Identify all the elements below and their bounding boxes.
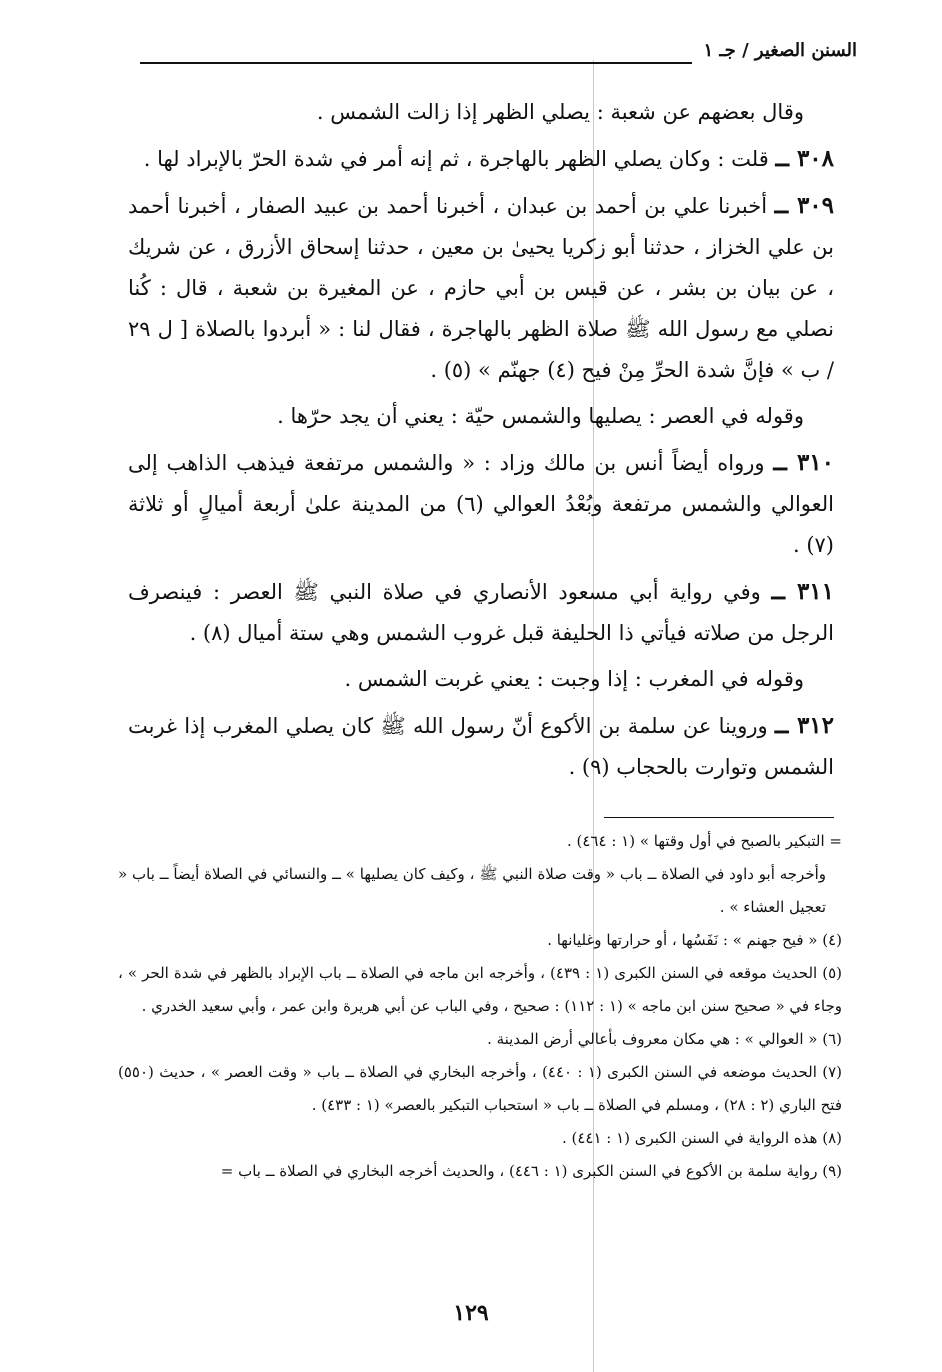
- header-rule: [140, 62, 692, 64]
- hadith-number: ٣١١ ــ: [771, 578, 834, 605]
- footnote: = التبكير بالصبح في أول وقتها » (١ : ٤٦٤) .: [566, 832, 842, 850]
- page-number: ١٢٩: [453, 1300, 489, 1326]
- paragraph-text: وقال بعضهم عن شعبة : يصلي الظهر إذا زالت الشمس .: [316, 100, 804, 124]
- hadith-number: ٣٠٩ ــ: [774, 192, 834, 219]
- footnote: (٨) هذه الرواية في السنن الكبرى (١ : ٤٤١) .: [561, 1129, 842, 1147]
- hadith-paragraph: [128, 442, 834, 566]
- hadith-paragraph: [128, 705, 834, 788]
- paragraph: [128, 92, 834, 133]
- footnote: وأخرجه أبو داود في الصلاة ــ باب « وقت صلاة النبي ﷺ ، وكيف كان يصليها » ــ والنسائي في الصلاة أيضاً ــ باب « تعجيل العشاء » .: [118, 865, 826, 916]
- footnote: (٧) الحديث موضعه في السنن الكبرى (١ : ٤٤٠) ، وأخرجه البخاري في الصلاة ــ باب « وقت العصر » ، حديث (٥٥٠) فتح الباري (٢ : ٢٨) ، ومسلم في الصلاة ــ باب « استحباب التبكير بالعصر» (١ : ٤٣٣) .: [118, 1063, 842, 1114]
- hadith-number: ٣٠٨ ــ: [775, 145, 834, 172]
- hadith-paragraph: [128, 185, 834, 391]
- paragraph-text: وقوله في المغرب : إذا وجبت : يعني غربت الشمس .: [344, 667, 804, 691]
- hadith-paragraph: [128, 138, 834, 180]
- running-header: [140, 38, 857, 72]
- paragraph-text: وروينا عن سلمة بن الأكوع أنّ رسول الله ﷺ كان يصلي المغرب إذا غربت الشمس وتوارت بالحجاب (٩) .: [128, 714, 834, 779]
- hadith-number: ٣١٠ ــ: [773, 449, 835, 476]
- footnote: (٩) رواية سلمة بن الأكوع في السنن الكبرى (١ : ٤٤٦) ، والحديث أخرجه البخاري في الصلاة ــ باب =: [220, 1162, 842, 1180]
- paragraph-text: وقوله في العصر : يصليها والشمس حيّة : يعني أن يجد حرّها .: [277, 404, 804, 428]
- paragraph-text: وفي رواية أبي مسعود الأنصاري في صلاة النبي ﷺ العصر : فينصرف الرجل من صلاته فيأتي ذا الحليفة قبل غروب الشمس وهي ستة أميال (٨) .: [128, 580, 834, 645]
- paragraph: [128, 659, 834, 700]
- footnote-separator: [604, 817, 834, 818]
- paragraph: [128, 396, 834, 437]
- paragraph-text: ورواه أيضاً أنس بن مالك وزاد : « والشمس مرتفعة فيذهب الذاهب إلى العوالي والشمس مرتفعة وبُعْدُ العوالي (٦) من المدينة علىٰ أربعة أميالٍ أو ثلاثة (٧) .: [128, 451, 835, 557]
- header-title: السنن الصغير / جـ ١: [703, 40, 857, 61]
- paragraph-text: قلت : وكان يصلي الظهر بالهاجرة ، ثم إنه أمر في شدة الحرّ بالإبراد لها .: [143, 147, 769, 171]
- footnote: (٤) « فيح جهنم » : نَفَسُها ، أو حرارتها وغليانها .: [547, 931, 842, 949]
- hadith-paragraph: [128, 571, 834, 654]
- hadith-number: ٣١٢ ــ: [774, 712, 834, 739]
- footnotes: [118, 825, 842, 1188]
- footnote: (٦) « العوالي » : هي مكان معروف بأعالي أرض المدينة .: [487, 1030, 842, 1048]
- footnote: (٥) الحديث موقعه في السنن الكبرى (١ : ٤٣٩) ، وأخرجه ابن ماجه في الصلاة ــ باب الإبراد بالظهر في شدة الحر » ، وجاء في « صحيح سنن ابن ماجه » (١ : ١١٢) : صحيح ، وفي الباب عن أبي هريرة وابن عمر ، وأبي سعيد الخدري .: [118, 964, 843, 1015]
- paragraph-text: أخبرنا علي بن أحمد بن عبدان ، أخبرنا أحمد بن عبيد الصفار ، أخبرنا أحمد بن علي الخزاز ، حدثنا أبو زكريا يحيىٰ بن معين ، حدثنا إسحاق الأزرق ، عن شريك ، عن بيان بن بشر ، عن قيس بن أبي حازم ، عن المغيرة بن شعبة ، قال : كُنا نصلي مع رسول الله ﷺ صلاة الظهر بالهاجرة ، فقال لنا : « أبردوا بالصلاة [ ل ٢٩ / ب » فإنَّ شدة الحرِّ مِنْ فيح (٤) جهنّم » (٥) .: [128, 194, 834, 382]
- main-text: [128, 92, 834, 793]
